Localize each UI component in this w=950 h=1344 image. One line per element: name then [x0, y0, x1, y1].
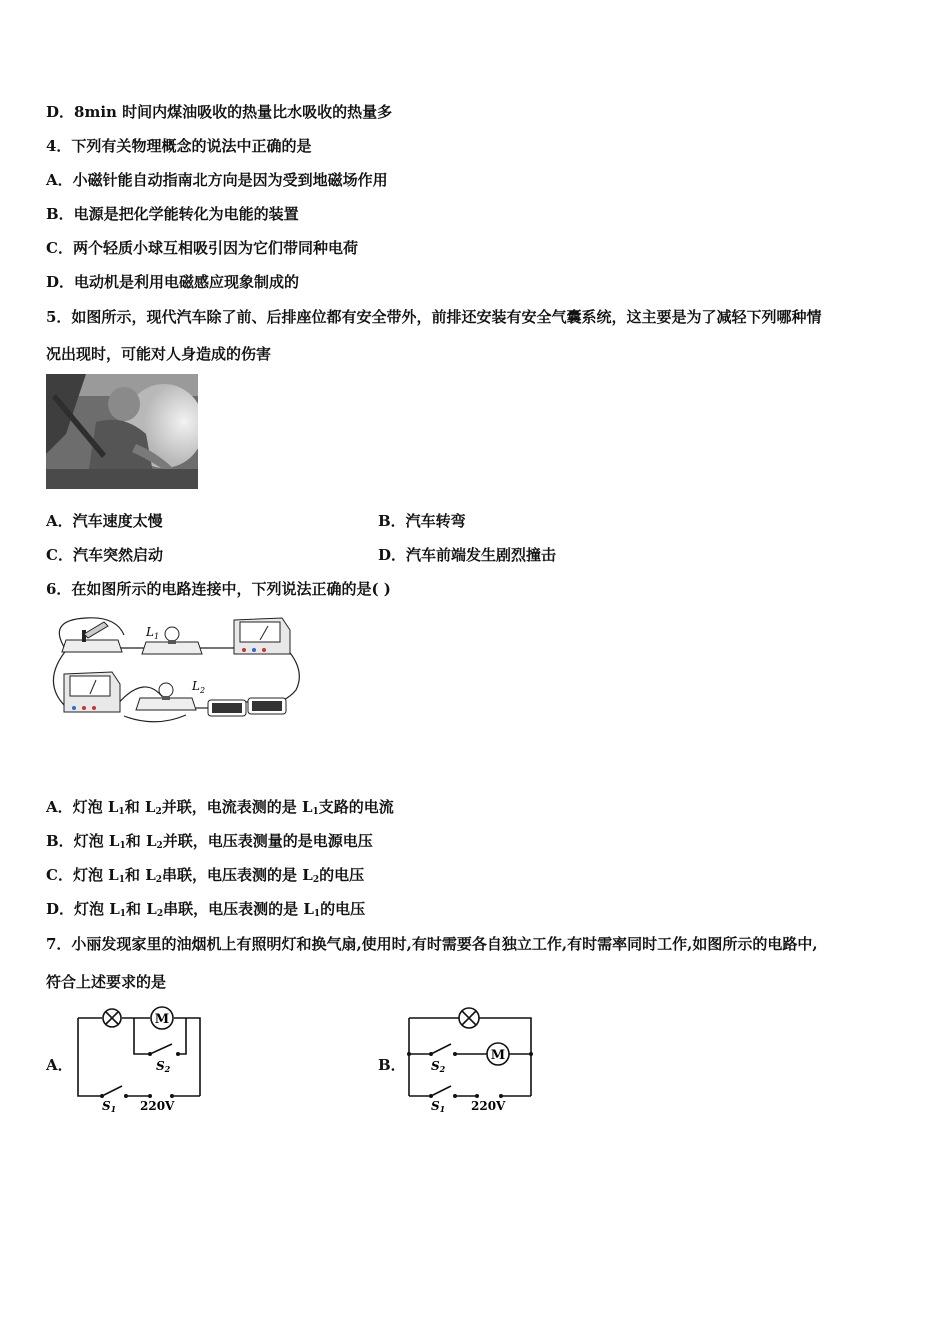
q5-stem-line2: 况出现时，可能对人身造成的伤害	[46, 345, 272, 363]
s1-label: S1	[431, 1099, 446, 1114]
q7-stem-line1: 7．小丽发现家里的油烟机上有照明灯和换气扇,使用时,有时需要各自独立工作,有时需率同时工作,如图所示的电路中,	[46, 935, 818, 953]
airbag-photo	[46, 374, 198, 489]
q5-option-b: B．汽车转弯	[378, 512, 466, 530]
q7-option-a-label: A．	[46, 1056, 73, 1074]
q5-stem-line1: 5．如图所示，现代汽车除了前、后排座位都有安全带外，前排还安装有安全气囊系统，这主要是为了减轻下列哪种情	[46, 308, 822, 326]
q6-option-b: B．灯泡 $L_1$和 $L_2$并联，电压表测量的是电源电压	[46, 832, 373, 851]
q4-stem: 4．下列有关物理概念的说法中正确的是	[46, 137, 312, 155]
s1-label: S1	[102, 1099, 117, 1114]
q6-figure-label-l2: $L_2$	[192, 679, 206, 695]
q4-option-b: B．电源是把化学能转化为电能的装置	[46, 205, 299, 223]
s2-label: S2	[156, 1059, 171, 1074]
q6-option-a: A．灯泡 $L_1$和 $L_2$并联，电流表测的是 $L_1$支路的电流	[46, 798, 394, 817]
s2-label: S2	[431, 1059, 446, 1074]
q7-circuit-a	[74, 1004, 210, 1114]
q6-circuit-figure	[46, 610, 306, 730]
q7-stem-line2: 符合上述要求的是	[46, 973, 167, 991]
q5-option-c: C．汽车突然启动	[46, 546, 163, 564]
q6-figure-label-l1: $L_1$	[146, 625, 160, 641]
voltage-label: 220V	[140, 1099, 175, 1113]
q6-stem: 6．在如图所示的电路连接中，下列说法正确的是( )	[46, 580, 391, 598]
q4-option-a: A．小磁针能自动指南北方向是因为受到地磁场作用	[46, 171, 388, 189]
q6-option-c: C．灯泡 $L_1$和 $L_2$串联，电压表测的是 $L_2$的电压	[46, 866, 365, 885]
voltage-label: 220V	[471, 1099, 506, 1113]
q3-option-d: D．8min 时间内煤油吸收的热量比水吸收的热量多	[46, 103, 393, 121]
motor-label: M	[154, 1012, 170, 1027]
q5-option-d: D．汽车前端发生剧烈撞击	[378, 546, 557, 564]
q4-option-c: C．两个轻质小球互相吸引因为它们带同种电荷	[46, 239, 358, 257]
q7-circuit-b	[405, 1004, 541, 1114]
motor-label: M	[490, 1048, 506, 1063]
q7-option-b-label: B．	[378, 1056, 406, 1074]
q4-option-d: D．电动机是利用电磁感应现象制成的	[46, 273, 300, 291]
q6-option-d: D．灯泡 $L_1$和 $L_2$串联，电压表测的是 $L_1$的电压	[46, 900, 366, 919]
q5-option-a: A．汽车速度太慢	[46, 512, 163, 530]
